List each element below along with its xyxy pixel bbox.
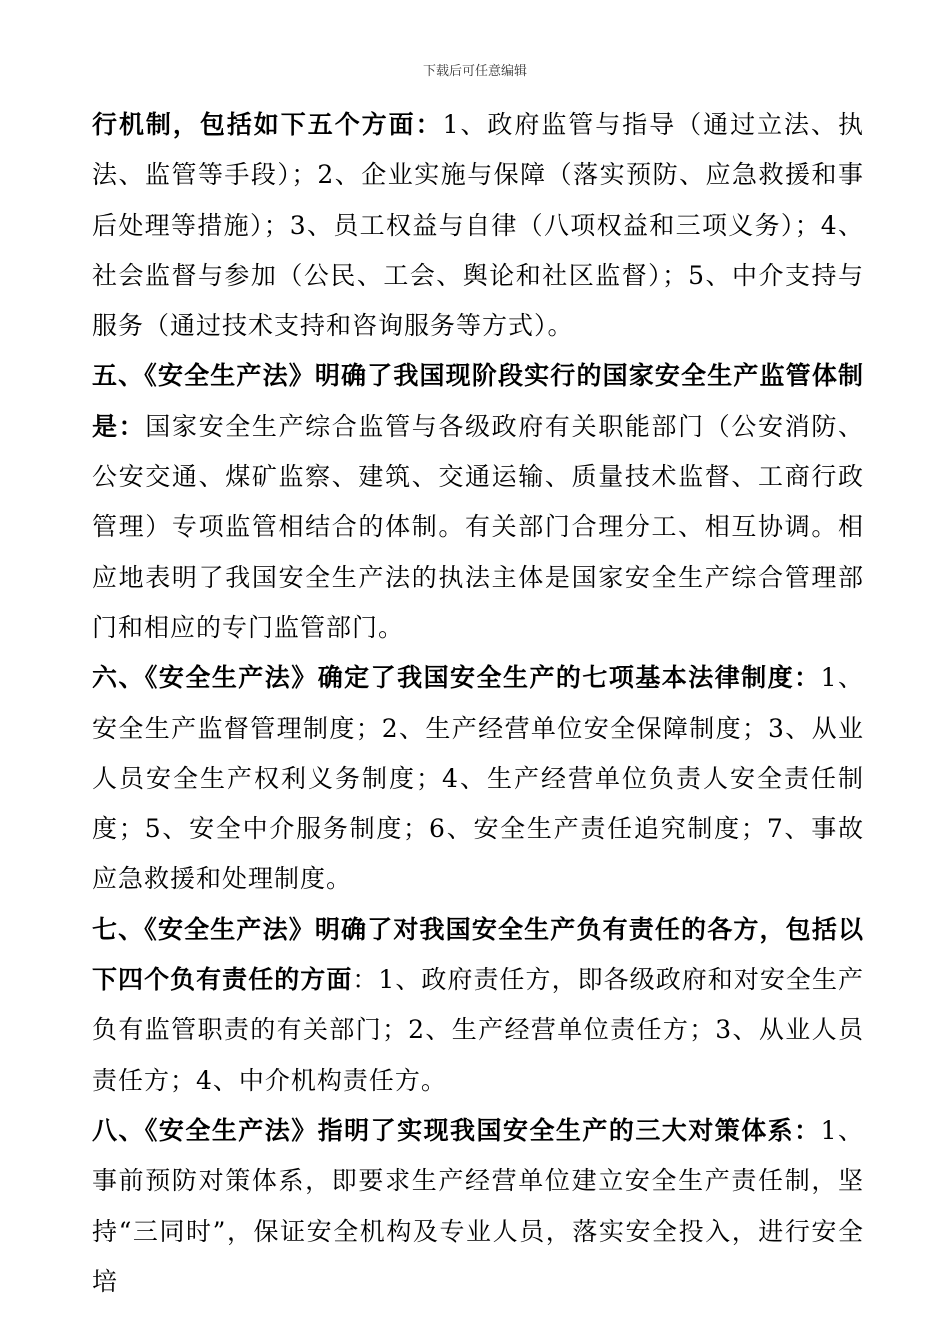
- paragraph-text: 1、事前预防对策体系，即要求生产经营单位建立安全生产责任制，坚持“三同时”，保证安全机构及专业人员，落实安全投入，进行安全培: [92, 1115, 864, 1296]
- paragraph-heading: 八、《安全生产法》指明了实现我国安全生产的三大对策体系：: [92, 1115, 821, 1145]
- paragraph-heading: 六、《安全生产法》确定了我国安全生产的七项基本法律制度：: [92, 663, 821, 693]
- paragraph-heading: 七、《安全生产法》明确了对我国安全生产负有责任的各方，包括以下四个负有责任的方面: [92, 914, 864, 995]
- paragraph-heading: 行机制，包括如下五个方面：: [92, 110, 443, 139]
- paragraph-text: 国家安全生产综合监管与各级政府有关职能部门（公安消防、公安交通、煤矿监察、建筑、交通运输、质量技术监督、工商行政管理）专项监管相结合的体制。有关部门合理分工、相互协调。相应地表明了我国安全生产法的执法主体是国家安全生产综合管理部门和相应的专门监管部门。: [92, 411, 864, 642]
- paragraph-text: 1、政府监管与指导（通过立法、执法、监管等手段）；2、企业实施与保障（落实预防、应急救援和事后处理等措施）；3、员工权益与自律（八项权益和三项义务）；4、社会监督与参加（公民、工会、舆论和社区监督）；5、中介支持与服务（通过技术支持和咨询服务等方式）。: [92, 110, 864, 341]
- document-body: [92, 100, 864, 1307]
- paragraph-seven: [92, 905, 864, 1106]
- paragraph-text: ：1、政府责任方，即各级政府和对安全生产负有监管职责的有关部门；2、生产经营单位责任方；3、从业人员责任方；4、中介机构责任方。: [92, 965, 864, 1095]
- page-header: 下载后可任意编辑: [422, 64, 527, 79]
- paragraph-text: 1、安全生产监督管理制度；2、生产经营单位安全保障制度；3、从业人员安全生产权利义务制度；4、生产经营单位负责人安全责任制度；5、安全中介服务制度；6、安全生产责任追究制度；7、事故应急救援和处理制度。: [92, 663, 864, 894]
- paragraph-eight: [92, 1106, 864, 1307]
- paragraph-six: [92, 653, 864, 904]
- paragraph-mechanism: [92, 100, 864, 351]
- paragraph-five: [92, 351, 864, 653]
- paragraph-heading: 五、《安全生产法》明确了我国现阶段实行的国家安全生产监管体制是：: [92, 361, 864, 441]
